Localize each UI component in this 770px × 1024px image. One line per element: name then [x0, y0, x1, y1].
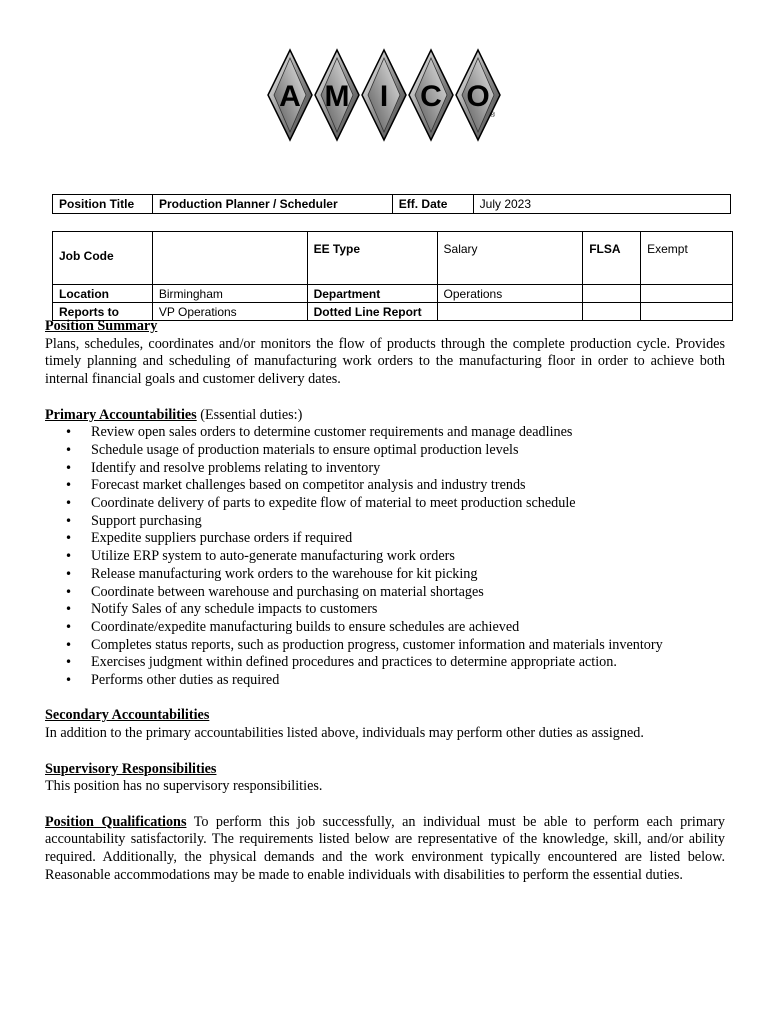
department-value: Operations: [437, 285, 583, 303]
position-title-value: Production Planner / Scheduler: [152, 195, 392, 214]
secondary-accountabilities-text: In addition to the primary accountabilities listed above, individuals may perform other duties as assigned.: [45, 725, 644, 742]
logo-letter: I: [379, 80, 389, 113]
logo-letter: A: [279, 80, 301, 113]
list-item: • Coordinate delivery of parts to expedite flow of material to meet production schedule: [91, 495, 725, 513]
location-label: Location: [53, 285, 153, 303]
empty-cell: [583, 285, 641, 303]
logo-letter: O: [466, 80, 490, 113]
eff-date-value: July 2023: [473, 195, 730, 214]
position-qualifications-heading: Position Qualifications: [45, 813, 187, 830]
logo-letter: C: [420, 80, 442, 113]
list-item: • Identify and resolve problems relating to inventory: [91, 460, 725, 478]
list-item: • Coordinate between warehouse and purchasing on material shortages: [91, 584, 725, 602]
position-title-label: Position Title: [53, 195, 153, 214]
registered-mark: ®: [490, 112, 496, 119]
primary-duties-list: [45, 424, 725, 690]
position-qualifications-text: To perform this job successfully, an individual must be able to perform each primary accountability satisfactorily. The requirements listed below are representative of the knowledge, skill, and/or ability required. Additionally, the physical demands and the work environment typically encountered are listed below. Reasonable accommodations may be made to enable individuals with disabilities to perform the essential duties.: [45, 813, 725, 883]
supervisory-text: This position has no supervisory responsibilities.: [45, 778, 323, 795]
location-value: Birmingham: [152, 285, 307, 303]
job-code-label: Job Code: [53, 232, 153, 285]
flsa-value: Exempt: [641, 232, 733, 285]
list-item: • Schedule usage of production materials to ensure optimal production levels: [91, 442, 725, 460]
position-header-table: [52, 194, 731, 214]
dotted-line-label: Dotted Line Report: [307, 303, 437, 321]
eff-date-label: Eff. Date: [392, 195, 473, 214]
list-item: • Coordinate/expedite manufacturing builds to ensure schedules are achieved: [91, 619, 725, 637]
list-item: • Performs other duties as required: [91, 672, 725, 690]
qualifications-paragraph: [45, 814, 725, 885]
job-info-table: [52, 231, 733, 321]
primary-accountabilities-suffix: (Essential duties:): [196, 406, 303, 423]
list-item: • Completes status reports, such as production progress, customer information and materials inventory: [91, 637, 725, 655]
ee-type-value: Salary: [437, 232, 583, 285]
amico-logo: [266, 48, 504, 142]
list-item: • Forecast market challenges based on competitor analysis and industry trends: [91, 477, 725, 495]
reports-to-value: VP Operations: [152, 303, 307, 321]
reports-to-label: Reports to: [53, 303, 153, 321]
list-item: • Review open sales orders to determine customer requirements and manage deadlines: [91, 424, 725, 442]
list-item: • Expedite suppliers purchase orders if required: [91, 530, 725, 548]
empty-cell: [641, 285, 733, 303]
job-code-value: [152, 232, 307, 285]
list-item: • Notify Sales of any schedule impacts to customers: [91, 601, 725, 619]
position-summary-text: Plans, schedules, coordinates and/or monitors the flow of products through the complete production cycle. Provides timely planning and scheduling of manufacturing work orders to the manufacturing floor in order to achieve both internal financial goals and customer delivery dates.: [45, 335, 725, 388]
list-item: • Exercises judgment within defined procedures and practices to determine appropriate action.: [91, 654, 725, 672]
department-label: Department: [307, 285, 437, 303]
ee-type-label: EE Type: [307, 232, 437, 285]
flsa-label: FLSA: [583, 232, 641, 285]
position-summary-heading: Position Summary: [45, 318, 158, 334]
list-item: • Support purchasing: [91, 513, 725, 531]
primary-heading-line: [45, 407, 725, 425]
primary-accountabilities-heading: Primary Accountabilities: [45, 406, 197, 423]
job-description-body: [45, 318, 725, 884]
logo-letter: M: [324, 80, 350, 113]
supervisory-heading: Supervisory Responsibilities: [45, 760, 217, 777]
list-item: • Utilize ERP system to auto-generate manufacturing work orders: [91, 548, 725, 566]
list-item: • Release manufacturing work orders to the warehouse for kit picking: [91, 566, 725, 584]
secondary-accountabilities-heading: Secondary Accountabilities: [45, 707, 210, 724]
